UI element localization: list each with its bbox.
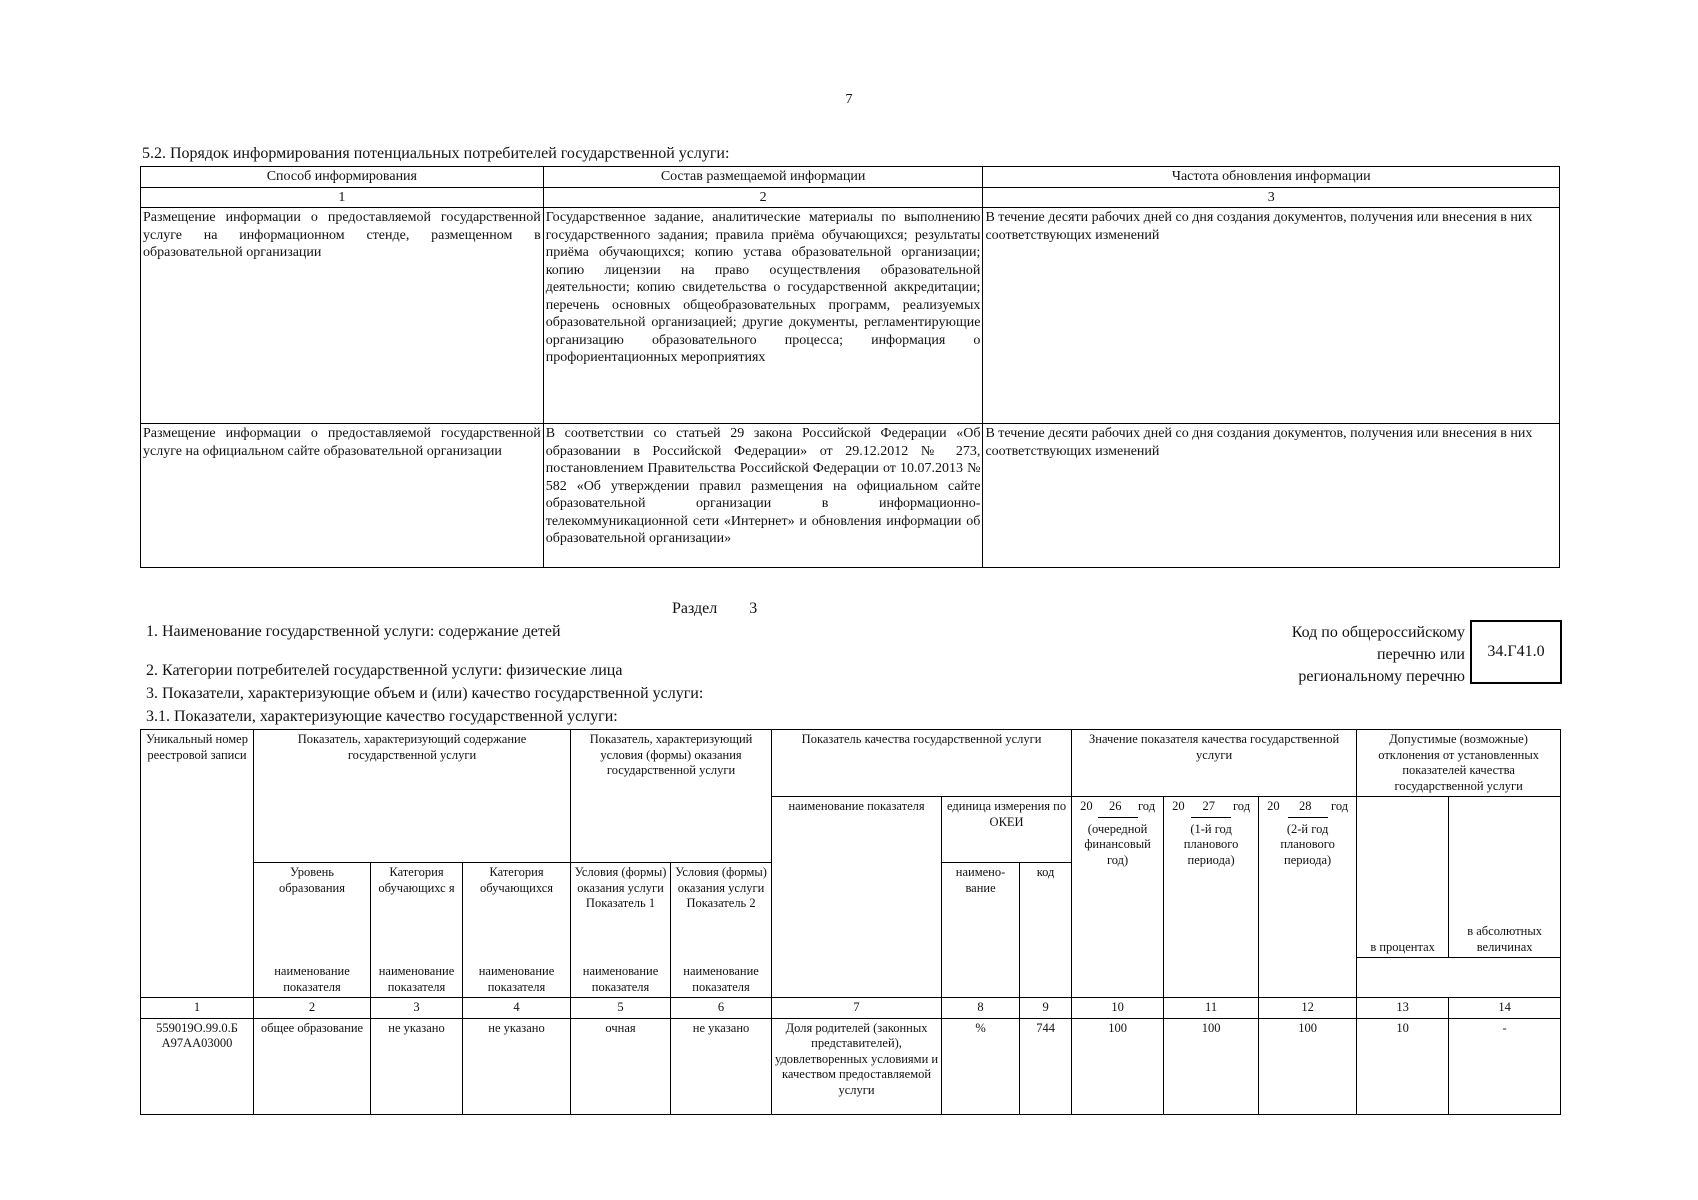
header-quality-indicator: Показатель качества государственной услуги	[772, 730, 1072, 797]
header-content-indicator: Показатель, характеризующий содержание государственной услуги	[254, 730, 571, 863]
header-indicator-value: Значение показателя качества государственной услуги	[1072, 730, 1357, 797]
col-num: 12	[1259, 998, 1357, 1019]
subheader-education-level: Уровень образования	[254, 863, 371, 958]
year-divider	[1191, 817, 1231, 818]
year-note: (1-й год планового периода)	[1183, 821, 1239, 867]
condition-2-cell: не указано	[671, 1018, 772, 1114]
year-value: 28	[1299, 799, 1312, 813]
col-num: 5	[571, 998, 671, 1019]
unit-name-cell: %	[942, 1018, 1020, 1114]
content-cell: Государственное задание, аналитические материалы по выполнению государственного задания; правила приёма обучающихся; результаты приёма обучающихся; копию устава образовательной организации; копию лицензии на право осуществления образовательной деятельности; копию свидетельства о государственной аккредитации; перечень основных общеобразовательных программ, реализуемых образовательной организацией; другие документы, регламентирующие организацию образовательного процесса; информация о профориентационных мероприятиях	[543, 208, 983, 424]
header-unit-code: код	[1020, 863, 1072, 998]
code-label-line: Код по общероссийскому	[1291, 624, 1465, 641]
col-num-1: 1	[141, 187, 544, 208]
col-num: 9	[1020, 998, 1072, 1019]
header-unit-name: наимено-вание	[942, 863, 1020, 998]
name-label: наименование показателя	[571, 958, 671, 998]
method-cell: Размещение информации о предоставляемой государственной услуге на официальном сайте образовательной организации	[141, 424, 544, 568]
year-value: 27	[1202, 799, 1216, 813]
name-label: наименование показателя	[463, 958, 571, 998]
header-year-2	[1164, 797, 1259, 998]
value-year-2-cell: 100	[1164, 1018, 1259, 1114]
col-num-3: 3	[983, 187, 1560, 208]
method-cell: Размещение информации о предоставляемой государственной услуге на информационном стенде, размещенном в образовательной организации	[141, 208, 544, 424]
header-indicator-name: наименование показателя	[772, 797, 942, 998]
code-label	[1240, 622, 1465, 688]
consumer-category: 2. Категории потребителей государственной услуги: физические лица	[146, 662, 623, 679]
year-prefix: 20	[1080, 799, 1093, 813]
year-word: год	[1331, 799, 1349, 813]
year-note: (2-й год планового периода)	[1280, 821, 1335, 867]
student-category-2-cell: не указано	[463, 1018, 571, 1114]
section-number: 3	[749, 600, 758, 617]
table-row	[141, 424, 1560, 568]
header-method: Способ информирования	[141, 167, 544, 188]
year-word: год	[1137, 799, 1156, 813]
education-level-cell: общее образование	[254, 1018, 371, 1114]
name-label: наименование показателя	[371, 958, 463, 998]
value-year-3-cell: 100	[1259, 1018, 1357, 1114]
col-num: 11	[1164, 998, 1259, 1019]
col-num: 10	[1072, 998, 1164, 1019]
quality-indicators-table	[140, 729, 1561, 1115]
unit-code-cell: 744	[1020, 1018, 1072, 1114]
section-heading	[672, 600, 757, 618]
header-frequency: Частота обновления информации	[983, 167, 1560, 188]
header-percent: в процентах	[1357, 797, 1449, 958]
header-deviation: Допустимые (возможные) отклонения от установленных показателей качества государственной услуги	[1357, 730, 1561, 797]
code-label-line: региональному перечню	[1298, 668, 1465, 685]
code-value-box	[1470, 620, 1562, 684]
col-num: 14	[1449, 998, 1561, 1019]
col-num: 8	[942, 998, 1020, 1019]
year-word: год	[1232, 799, 1251, 813]
col-num: 4	[463, 998, 571, 1019]
col-num-2: 2	[543, 187, 983, 208]
subheader-student-category-2: Категория обучающихся	[463, 863, 571, 958]
indicator-name-cell: Доля родителей (законных представителей), удовлетворенных условиями и качеством предоставляемой услуги	[772, 1018, 942, 1114]
col-num: 6	[671, 998, 772, 1019]
header-absolute: в абсолютных величинах	[1449, 797, 1561, 958]
col-num: 13	[1357, 998, 1449, 1019]
name-label: наименование показателя	[254, 958, 371, 998]
indicators-heading: 3. Показатели, характеризующие объем и (или) качество государственной услуги:	[146, 685, 704, 702]
condition-1-cell: очная	[571, 1018, 671, 1114]
year-prefix: 20	[1267, 799, 1280, 813]
subheader-condition-1: Условия (формы) оказания услуги Показатель 1	[571, 863, 671, 958]
table-row	[141, 208, 1560, 424]
subheader-student-category-1: Категория обучающихс я	[371, 863, 463, 958]
column-numbers-row	[141, 998, 1561, 1019]
header-conditions-indicator: Показатель, характеризующий условия (формы) оказания государственной услуги	[571, 730, 772, 863]
header-year-1	[1072, 797, 1164, 998]
header-unit: единица измерения по ОКЕИ	[942, 797, 1072, 863]
frequency-cell: В течение десяти рабочих дней со дня создания документов, получения или внесения в них соответствующих изменений	[983, 208, 1560, 424]
page-number: 7	[845, 92, 853, 107]
quality-indicators-heading: 3.1. Показатели, характеризующие качество государственной услуги:	[146, 708, 618, 725]
header-unique-number: Уникальный номер реестровой записи	[141, 730, 254, 998]
header-content: Состав размещаемой информации	[543, 167, 983, 188]
col-num: 2	[254, 998, 371, 1019]
col-num: 3	[371, 998, 463, 1019]
service-name: 1. Наименование государственной услуги: содержание детей	[146, 623, 561, 640]
empty-cell	[1357, 958, 1561, 998]
deviation-percent-cell: 10	[1357, 1018, 1449, 1114]
col-num: 7	[772, 998, 942, 1019]
col-num: 1	[141, 998, 254, 1019]
year-value: 26	[1109, 799, 1122, 813]
header-year-3	[1259, 797, 1357, 998]
year-divider	[1288, 817, 1328, 818]
subheader-condition-2: Условия (формы) оказания услуги Показатель 2	[671, 863, 772, 958]
frequency-cell: В течение десяти рабочих дней со дня создания документов, получения или внесения в них соответствующих изменений	[983, 424, 1560, 568]
content-cell: В соответствии со статьей 29 закона Российской Федерации «Об образовании в Российской Федерации» от 29.12.2012 № 273, постановлением Правительства Российской Федерации от 10.07.2013 № 582 «Об утверждении правил размещения на официальном сайте образовательной организации в информационно-телекоммуникационной сети «Интернет» и обновления информации об образовательной организации»	[543, 424, 983, 568]
table-row	[141, 1018, 1561, 1114]
section-label: Раздел	[672, 600, 718, 617]
section-5-2-title: 5.2. Порядок информирования потенциальных потребителей государственной услуги:	[142, 145, 730, 162]
student-category-1-cell: не указано	[371, 1018, 463, 1114]
informing-table	[140, 166, 1560, 568]
name-label: наименование показателя	[671, 958, 772, 998]
code-value: 34.Г41.0	[1487, 643, 1545, 660]
deviation-absolute-cell: -	[1449, 1018, 1561, 1114]
value-year-1-cell: 100	[1072, 1018, 1164, 1114]
year-divider	[1098, 817, 1138, 818]
year-note: (очередной финансовый год)	[1084, 821, 1151, 867]
code-label-line: перечню или	[1376, 646, 1465, 663]
registry-number-cell: 559019О.99.0.Б А97АА03000	[141, 1018, 254, 1114]
year-prefix: 20	[1172, 799, 1185, 813]
